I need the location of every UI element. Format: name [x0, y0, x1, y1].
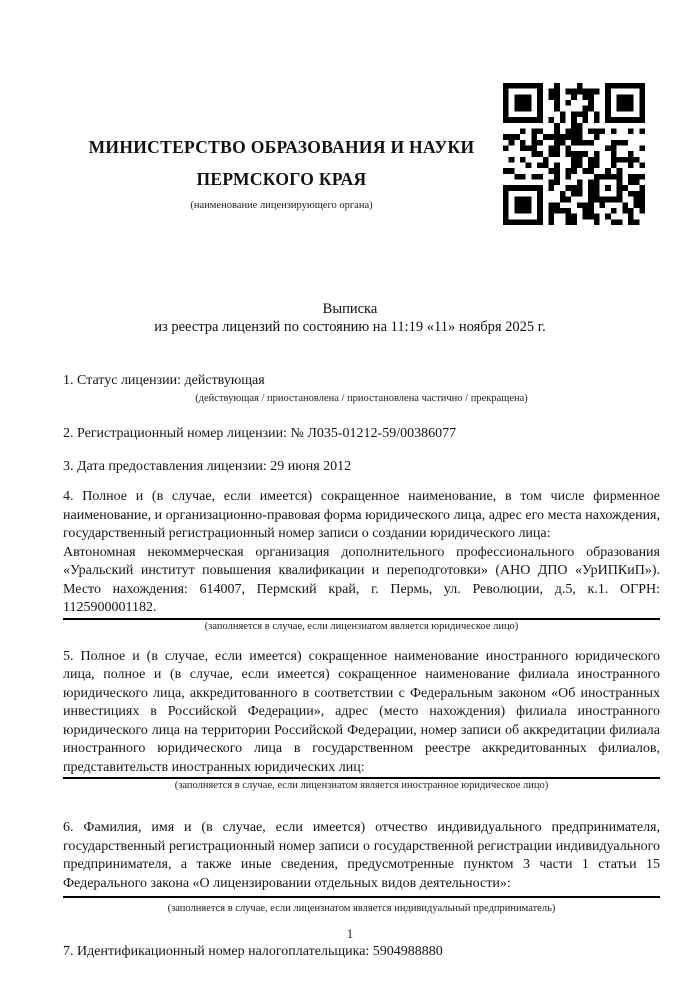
ministry-name-line2: ПЕРМСКОГО КРАЯ	[196, 169, 367, 189]
registration-number-text: 2. Регистрационный номер лицензии: № Л035-01212-59/00386077	[63, 426, 457, 441]
fill-line	[63, 896, 660, 898]
document-title-line2: из реестра лицензий по состоянию на 11:19 «11» ноября 2025 г.	[154, 319, 546, 335]
document-title-line1: Выписка	[322, 301, 378, 317]
field-individual-entrepreneur	[63, 819, 660, 916]
taxpayer-id-text: 7. Идентификационный номер налогоплательщика: 5904988880	[63, 944, 443, 959]
licensing-authority-header	[63, 131, 500, 213]
field-legal-entity	[63, 488, 660, 634]
legal-entity-description: 4. Полное и (в случае, если имеется) сокращенное наименование, в том числе фирменное наименование, и организационно-правовая форма юридического лица, адрес его места нахождения, государственный регистрационный номер записи о создании юридического лица:	[63, 489, 660, 541]
document-body	[63, 363, 660, 961]
individual-entrepreneur-description: 6. Фамилия, имя и (в случае, если имеется) отчество индивидуального предпринимателя, государственный регистрационный номер записи о государственной регистрации индивидуального предпринимателя, а также иные сведения, предусмотренные пунктом 3 части 1 статьи 15 Федерального закона «О лицензировании отдельных видов деятельности»:	[63, 820, 660, 891]
ministry-caption: (наименование лицензирующего органа)	[190, 200, 373, 211]
field-license-grant-date	[63, 458, 660, 476]
qr-code	[503, 83, 645, 225]
legal-entity-caption: (заполняется в случае, если лицензиатом является юридическое лицо)	[204, 620, 519, 632]
page-number: 1	[346, 926, 354, 941]
field-foreign-entity	[63, 648, 660, 794]
qr-code-image	[503, 83, 645, 225]
individual-entrepreneur-caption: (заполняется в случае, если лицензиатом является индивидуальный предприниматель)	[167, 903, 556, 914]
field-taxpayer-id	[63, 943, 660, 961]
foreign-entity-description: 5. Полное и (в случае, если имеется) сокращенное наименование иностранного юридического лица, полное и (в случае, если имеется) сокращенное наименование филиала иностранного юридического лица, аккредитованного в соответствии с Федеральным законом «Об иностранных инвестициях в Российской Федерации», адрес (место нахождения) филиала иностранного юридического лица на территории Российской Федерации, номер записи об аккредитации филиала иностранного юридического лица в государственном реестре аккредитованных филиалов, представительств иностранных юридических лиц:	[63, 648, 660, 775]
ministry-name-line1: МИНИСТЕРСТВО ОБРАЗОВАНИЯ И НАУКИ	[88, 137, 475, 157]
legal-entity-value: Автономная некоммерческая организация дополнительного профессионального образования «Уральский институт повышения квалификации и переподготовки» (АНО ДПО «УрИПКиП»). Место нахождения: 614007, Пермский край, г. Пермь, ул. Революции, д.5, к.1. ОГРН: 1125900001182.	[63, 544, 660, 615]
foreign-entity-caption: (заполняется в случае, если лицензиатом является иностранное юридическое лицо)	[174, 780, 549, 791]
field-license-status	[63, 372, 660, 406]
license-grant-date-text: 3. Дата предоставления лицензии: 29 июня 2012	[63, 459, 352, 474]
document-title	[0, 300, 700, 336]
license-status-text: 1. Статус лицензии: действующая	[63, 373, 265, 388]
license-status-caption: (действующая / приостановлена / приостановлена частично / прекращена)	[195, 393, 528, 404]
field-registration-number	[63, 425, 660, 443]
